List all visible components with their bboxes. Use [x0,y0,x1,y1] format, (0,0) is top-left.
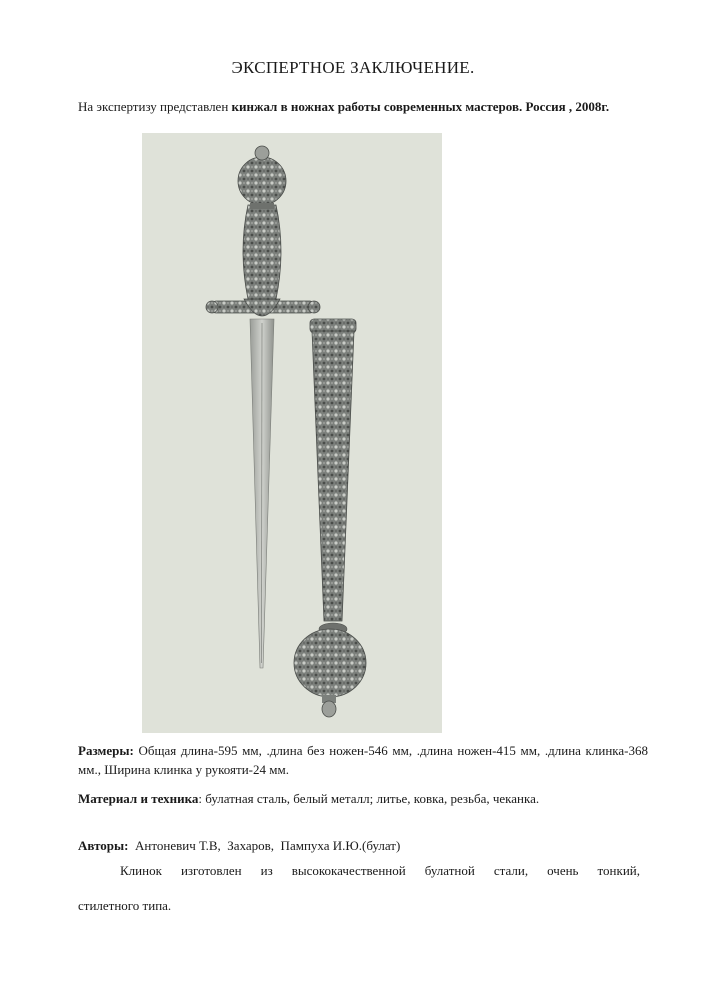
dimensions-paragraph [78,741,648,779]
authors-label: Авторы: [78,838,129,853]
material-label: Материал и техника [78,791,199,806]
intro-paragraph [78,97,648,116]
dimensions-label: Размеры: [78,743,134,758]
dagger-illustration [142,133,442,733]
dagger [206,146,320,668]
description-word: высококачественной [291,863,406,878]
description-word: очень [547,863,579,878]
scabbard [294,319,366,717]
description-word: тонкий, [597,863,640,878]
intro-prefix: На экспертизу представлен [78,99,232,114]
dagger-photo [142,133,442,733]
document-title: ЭКСПЕРТНОЕ ЗАКЛЮЧЕНИЕ. [231,58,475,77]
authors-paragraph [78,836,648,855]
material-text: : булатная сталь, белый металл; литье, ковка, резьба, чеканка. [198,791,540,806]
description-line-2: стилетного типа. [78,898,172,913]
description-line-1 [120,861,640,880]
intro-bold-text: кинжал в ножнах работы современных мастеров. Россия , 2008г. [231,99,610,114]
authors-text: Антоневич Т.В, Захаров, Пампуха И.Ю.(булат) [128,838,401,853]
description-word: булатной [424,863,475,878]
description-word: Клинок [120,863,162,878]
description-word: стали, [493,863,529,878]
dimensions-text: Общая длина-595 мм, .длина без ножен-546 мм, .длина ножен-415 мм, .длина клинка-368 мм., Ширина клинка у рукояти-24 мм. [78,743,648,777]
description-word: из [260,863,273,878]
description-word: изготовлен [180,863,242,878]
material-paragraph [78,789,648,808]
